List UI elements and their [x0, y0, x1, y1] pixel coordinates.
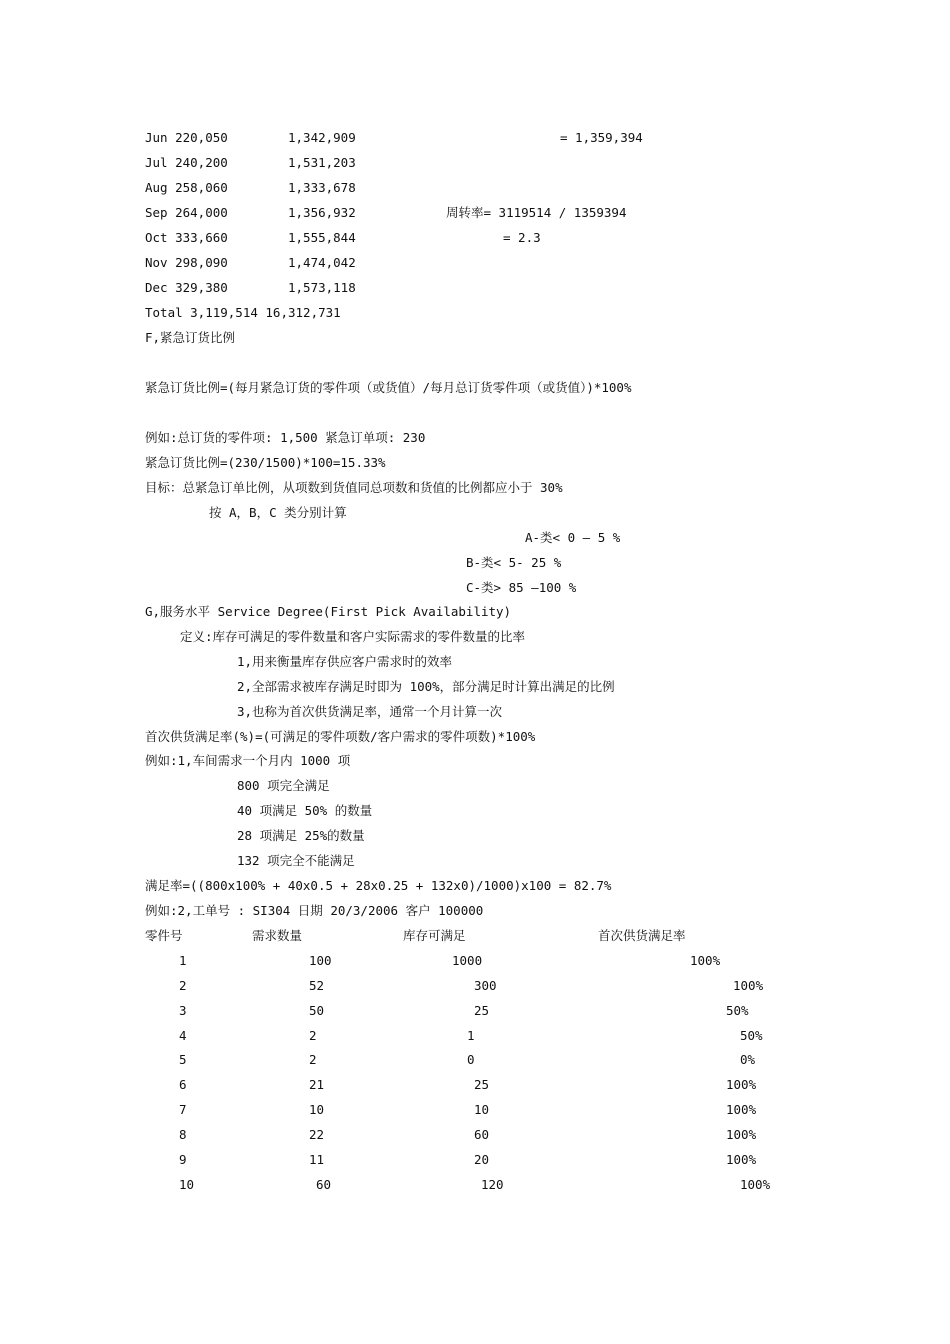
cell-part-no: 7	[179, 1102, 187, 1117]
cell-fill-rate: 50%	[726, 1003, 749, 1018]
cell-part-no: 5	[179, 1052, 187, 1067]
cell-fill-rate: 100%	[733, 978, 764, 993]
month-total-nov: 1,474,042	[288, 255, 356, 270]
cell-part-no: 1	[179, 953, 187, 968]
section-g-point-2: 2,全部需求被库存满足时即为 100%，部分满足时计算出满足的比例	[237, 679, 615, 694]
cell-fill-rate: 100%	[740, 1177, 771, 1192]
cell-part-no: 2	[179, 978, 187, 993]
table-header-stock: 库存可满足	[403, 928, 466, 943]
cell-stock: 0	[467, 1052, 475, 1067]
section-f-target: 目标：总紧急订单比例，从项数到货值同总项数和货值的比例都应小于 30%	[145, 480, 563, 495]
class-c-range: C-类> 85 –100 %	[466, 580, 577, 595]
section-g-point-3: 3,也称为首次供货满足率，通常一个月计算一次	[237, 704, 503, 719]
section-f-abc-note: 按 A，B，C 类分别计算	[209, 505, 347, 520]
cell-fill-rate: 100%	[726, 1077, 757, 1092]
cell-stock: 60	[474, 1127, 490, 1142]
cell-demand: 22	[309, 1127, 325, 1142]
month-total-dec: 1,573,118	[288, 280, 356, 295]
cell-demand: 21	[309, 1077, 325, 1092]
section-f-title: F,紧急订货比例	[145, 330, 236, 345]
month-label-jun: Jun 220,050	[145, 130, 228, 145]
cell-stock: 10	[474, 1102, 490, 1117]
cell-part-no: 3	[179, 1003, 187, 1018]
turnover-formula: 周转率= 3119514 / 1359394	[446, 205, 627, 220]
cell-fill-rate: 100%	[726, 1127, 757, 1142]
section-g-example-2: 例如:2,工单号 : SI304 日期 20/3/2006 客户 100000	[145, 903, 484, 918]
total-row: Total 3,119,514 16,312,731	[145, 305, 341, 320]
average-result: = 1,359,394	[560, 130, 643, 145]
cell-fill-rate: 100%	[726, 1102, 757, 1117]
cell-part-no: 6	[179, 1077, 187, 1092]
cell-stock: 300	[474, 978, 497, 993]
month-total-jul: 1,531,203	[288, 155, 356, 170]
cell-fill-rate: 100%	[726, 1152, 757, 1167]
section-f-example-2: 紧急订货比例=(230/1500)*100=15.33%	[145, 455, 386, 470]
month-label-jul: Jul 240,200	[145, 155, 228, 170]
cell-demand: 2	[309, 1052, 317, 1067]
month-total-jun: 1,342,909	[288, 130, 356, 145]
cell-demand: 52	[309, 978, 325, 993]
cell-fill-rate: 0%	[740, 1052, 756, 1067]
section-g-point-1: 1,用来衡量库存供应客户需求时的效率	[237, 654, 453, 669]
cell-stock: 1000	[452, 953, 483, 968]
cell-fill-rate: 50%	[740, 1028, 763, 1043]
cell-stock: 120	[481, 1177, 504, 1192]
month-total-sep: 1,356,932	[288, 205, 356, 220]
example-item-3: 28 项满足 25%的数量	[237, 828, 365, 843]
section-g-title: G,服务水平 Service Degree(First Pick Availability)	[145, 604, 512, 619]
section-g-formula: 首次供货满足率(%)=(可满足的零件项数/客户需求的零件项数)*100%	[145, 729, 536, 744]
cell-demand: 50	[309, 1003, 325, 1018]
cell-part-no: 9	[179, 1152, 187, 1167]
cell-fill-rate: 100%	[690, 953, 721, 968]
cell-stock: 20	[474, 1152, 490, 1167]
class-b-range: B-类< 5- 25 %	[466, 555, 562, 570]
turnover-result: = 2.3	[503, 230, 541, 245]
section-f-example-1: 例如:总订货的零件项: 1,500 紧急订单项: 230	[145, 430, 426, 445]
month-label-nov: Nov 298,090	[145, 255, 228, 270]
cell-part-no: 4	[179, 1028, 187, 1043]
class-a-range: A-类< 0 – 5 %	[525, 530, 621, 545]
example-item-4: 132 项完全不能满足	[237, 853, 355, 868]
cell-part-no: 8	[179, 1127, 187, 1142]
cell-stock: 25	[474, 1077, 490, 1092]
month-label-dec: Dec 329,380	[145, 280, 228, 295]
month-label-aug: Aug 258,060	[145, 180, 228, 195]
satisfaction-calc: 满足率=((800x100% + 40x0.5 + 28x0.25 + 132x0)/1000)x100 = 82.7%	[145, 878, 612, 893]
cell-demand: 60	[316, 1177, 332, 1192]
example-item-1: 800 项完全满足	[237, 778, 330, 793]
table-header-part-no: 零件号	[145, 928, 183, 943]
cell-demand: 10	[309, 1102, 325, 1117]
month-total-aug: 1,333,678	[288, 180, 356, 195]
month-label-oct: Oct 333,660	[145, 230, 228, 245]
cell-demand: 2	[309, 1028, 317, 1043]
cell-demand: 11	[309, 1152, 325, 1167]
month-label-sep: Sep 264,000	[145, 205, 228, 220]
section-g-example-1: 例如:1,车间需求一个月内 1000 项	[145, 753, 351, 768]
cell-stock: 25	[474, 1003, 490, 1018]
month-total-oct: 1,555,844	[288, 230, 356, 245]
section-f-formula: 紧急订货比例=(每月紧急订货的零件项（或货值）/每月总订货零件项（或货值）)*100%	[145, 380, 632, 395]
cell-stock: 1	[467, 1028, 475, 1043]
cell-demand: 100	[309, 953, 332, 968]
example-item-2: 40 项满足 50% 的数量	[237, 803, 373, 818]
section-g-definition: 定义:库存可满足的零件数量和客户实际需求的零件数量的比率	[180, 629, 526, 644]
table-header-demand: 需求数量	[252, 928, 303, 943]
table-header-fill-rate: 首次供货满足率	[598, 928, 686, 943]
cell-part-no: 10	[179, 1177, 195, 1192]
